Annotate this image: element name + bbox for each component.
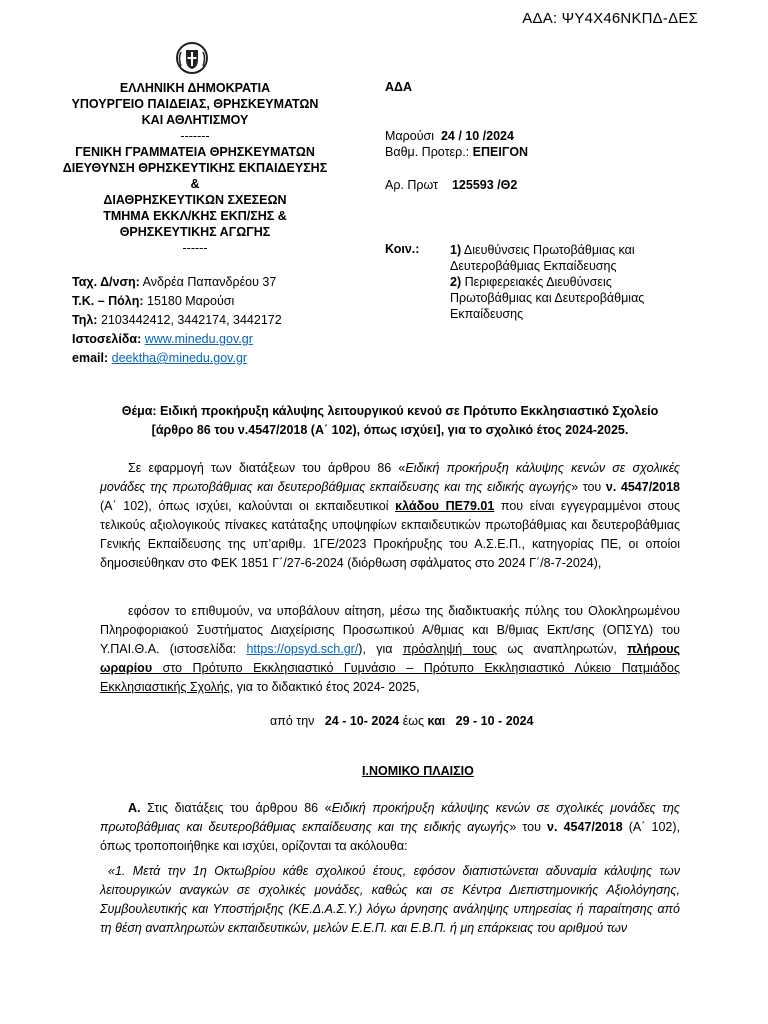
ada-code-top: ΑΔΑ: ΨΥ4Χ46ΝΚΠΔ-ΔΕΣ [522,10,698,27]
p2-text-2: ), για [358,642,403,656]
p1-article-title: Ειδική προκήρυξη κάλυψης κενών σε σχολικές μονάδες της πρωτοβάθμιας και δευτεροβάθμιας εκπαίδευσης και της ειδικής αγωγής [100,461,680,494]
koin-item-2-text: Περιφερειακές Διευθύνσεις Πρωτοβάθμιας και Δευτεροβάθμιας Εκπαίδευσης [450,275,645,321]
ada-label: ΑΔΑ [385,80,413,94]
p3-text-1: Στις διατάξεις του άρθρου 86 « [140,801,332,815]
header-ministry: ΥΠΟΥΡΓΕΙΟ ΠΑΙΔΕΙΑΣ, ΘΡΗΣΚΕΥΜΑΤΩΝ ΚΑΙ ΑΘΛΗΤΙΣΜΟΥ [71,97,319,127]
opsyd-link[interactable]: https://opsyd.sch.gr/ [246,642,359,656]
date-value: 24 / 10 /2024 [440,129,514,143]
priority-value: ΕΠΕΙΓΟΝ [472,145,529,159]
paragraph-4-quote: «1. Μετά την 1η Οκτωβρίου κάθε σχολικού έτους, εφόσον διαπιστώνεται αδυναμία κάλυψης των λειτουργικών αναγκών σε σχολικές μονάδες, καθώς και σε Κέντρα Διεπιστημονικής Αξιολόγησης, Συμβουλευτικής και Υποστήριξης (ΚΕ.Δ.Α.Σ.Υ.) λόγω άρνησης ανάληψης υπηρεσίας ή παραίτησης από τη θέση αναπληρωτών εκπαιδευτικών, μελών Ε.Ε.Π. και Ε.Β.Π. ή μη επάρκειας του αριθμού των [100,864,680,935]
header-directorate-2: ΔΙΑΘΡΗΣΚΕΥΤΙΚΩΝ ΣΧΕΣΕΩΝ [103,193,287,207]
email-link[interactable]: deektha@minedu.gov.gr [111,351,248,365]
date-prefix: Μαρούσι [385,129,435,143]
p1-text-4: που είναι εγγεγραμμένοι στους τελικούς αξιολογικούς πίνακες κατάταξης υποψηφίων εκπαιδευτικών πρωτοβάθμιας και δευτεροβάθμιας Γενικής Εκπαίδευσης της υπ’αριθμ. 1ΓΕ/2023 Προκήρυξης του Α.Σ.Ε.Π., κατηγορίας ΠΕ, οι οποίοι δημοσιεύθηκαν στο ΦΕΚ 1851 Γ΄/27-6-2024 (διόρθωση σφάλματος στο 2024 Γ΄/8-7-2024), [100,499,680,570]
dates-to-value: 29 - 10 - 2024 [455,714,534,728]
p2-text-1: εφόσον το επιθυμούν, να υποβάλουν αίτηση, μέσω της διαδικτυακής πύλης του Ολοκληρωμένου Πληροφοριακού Συστήματος Διαχείρισης Προσωπικού Α/θμιας και Β/θμιας Εκπ/σης (ΟΠΣΥΔ) του Υ.ΠΑΙ.Θ.Α. (ιστοσελίδα: [100,604,680,656]
paragraph-1 [100,459,680,573]
protocol-value: 125593 /Θ2 [451,178,518,192]
p1-text-1: Σε εφαρμογή των διατάξεων του άρθρου 86 « [128,461,406,475]
paragraph-3 [100,799,680,856]
header-separator: ------- [180,129,210,143]
ministry-header [60,80,330,256]
website-label: Ιστοσελίδα: [72,332,142,346]
date-block [385,128,528,160]
address-label: Ταχ. Δ/νση: [72,275,140,289]
p1-branch: κλάδου ΠΕ79.01 [395,499,495,513]
dates-from-label: από την [270,714,315,728]
header-secretariat: ΓΕΝΙΚΗ ΓΡΑΜΜΑΤΕΙΑ ΘΡΗΣΚΕΥΜΑΤΩΝ [75,145,315,159]
header-department-2: ΘΡΗΣΚΕΥΤΙΚΗΣ ΑΓΩΓΗΣ [119,225,271,239]
koin-item-1-number: 1) [450,243,462,257]
postcode-value: 15180 Μαρούσι [147,294,235,308]
postcode-label: Τ.Κ. – Πόλη: [72,294,144,308]
dates-and-word: και [427,714,446,728]
subject-line-2: [άρθρο 86 του ν.4547/2018 (Α΄ 102), όπως ισχύει], για το σχολικό έτος 2024-2025. [151,423,629,437]
greek-emblem-icon [174,40,210,76]
phone-value: 2103442412, 3442174, 3442172 [100,313,282,327]
p2-text-4: για το διδακτικό έτος 2024- 2025, [233,680,420,694]
p3-law: ν. 4547/2018 [547,820,623,834]
p1-text-2: » του [571,480,606,494]
priority-label: Βαθμ. Προτερ.: [385,145,470,159]
p3-text-3: (Α΄ 102), όπως τροποποιήθηκε και ισχύει, ορίζονται τα ακόλουθα: [100,820,681,853]
dates-to-label: έως [402,714,425,728]
koin-list [450,242,680,322]
koin-label: Κοιν.: [385,242,420,256]
p2-recruitment: πρόσληψή τους [402,642,498,656]
website-link[interactable]: www.minedu.gov.gr [144,332,253,346]
dates-from-value: 24 - 10- 2024 [324,714,400,728]
p1-law: ν. 4547/2018 [605,480,680,494]
koin-item-2-number: 2) [450,275,462,289]
subject [100,402,680,440]
header-department: ΤΜΗΜΑ ΕΚΚΛ/ΚΗΣ ΕΚΠ/ΣΗΣ & [103,209,287,223]
koin-item-1 [450,242,680,274]
p3-letter: Α. [128,801,141,815]
header-separator-2: ------ [182,241,208,255]
subject-line-1: Θέμα: Ειδική προκήρυξη κάλυψης λειτουργικού κενού σε Πρότυπο Εκκλησιαστικό Σχολείο [121,404,659,418]
protocol-label: Αρ. Πρωτ [385,178,439,192]
p3-article-title: Ειδική προκήρυξη κάλυψης κενών σε σχολικές μονάδες της πρωτοβάθμιας και δευτεροβάθμιας εκπαίδευσης και της ειδικής αγωγής [100,801,680,834]
phone-label: Τηλ: [72,313,98,327]
p2-school: στο Πρότυπο Εκκλησιαστικό Γυμνάσιο – Πρότυπο Εκκλησιαστικό Λύκειο Πατμιάδος Εκκλησιαστικής Σχολής, [100,661,680,694]
p1-text-3: (Α΄ 102), όπως ισχύει, καλούνται οι εκπαιδευτικοί [100,499,396,513]
email-label: email: [72,351,109,365]
section-title: I.ΝΟΜΙΚΟ ΠΛΑΙΣΙΟ [362,764,474,778]
application-dates [270,714,534,728]
koin-item-1-text: Διευθύνσεις Πρωτοβάθμιας και Δευτεροβάθμιας Εκπαίδευσης [450,243,635,273]
p2-text-3: ως αναπληρωτών, [497,642,628,656]
p3-text-2: » του [509,820,548,834]
protocol-block [385,178,517,192]
paragraph-2 [100,602,680,697]
koin-item-2 [450,274,680,322]
header-directorate: ΔΙΕΥΘΥΝΣΗ ΘΡΗΣΚΕΥΤΙΚΗΣ ΕΚΠΑΙΔΕΥΣΗΣ & [62,161,328,191]
header-republic: ΕΛΛΗΝΙΚΗ ΔΗΜΟΚΡΑΤΙΑ [119,81,271,95]
address-value: Ανδρέα Παπανδρέου 37 [142,275,277,289]
p2-full-time: πλήρους ωραρίου [100,642,681,675]
contact-block [72,273,282,368]
